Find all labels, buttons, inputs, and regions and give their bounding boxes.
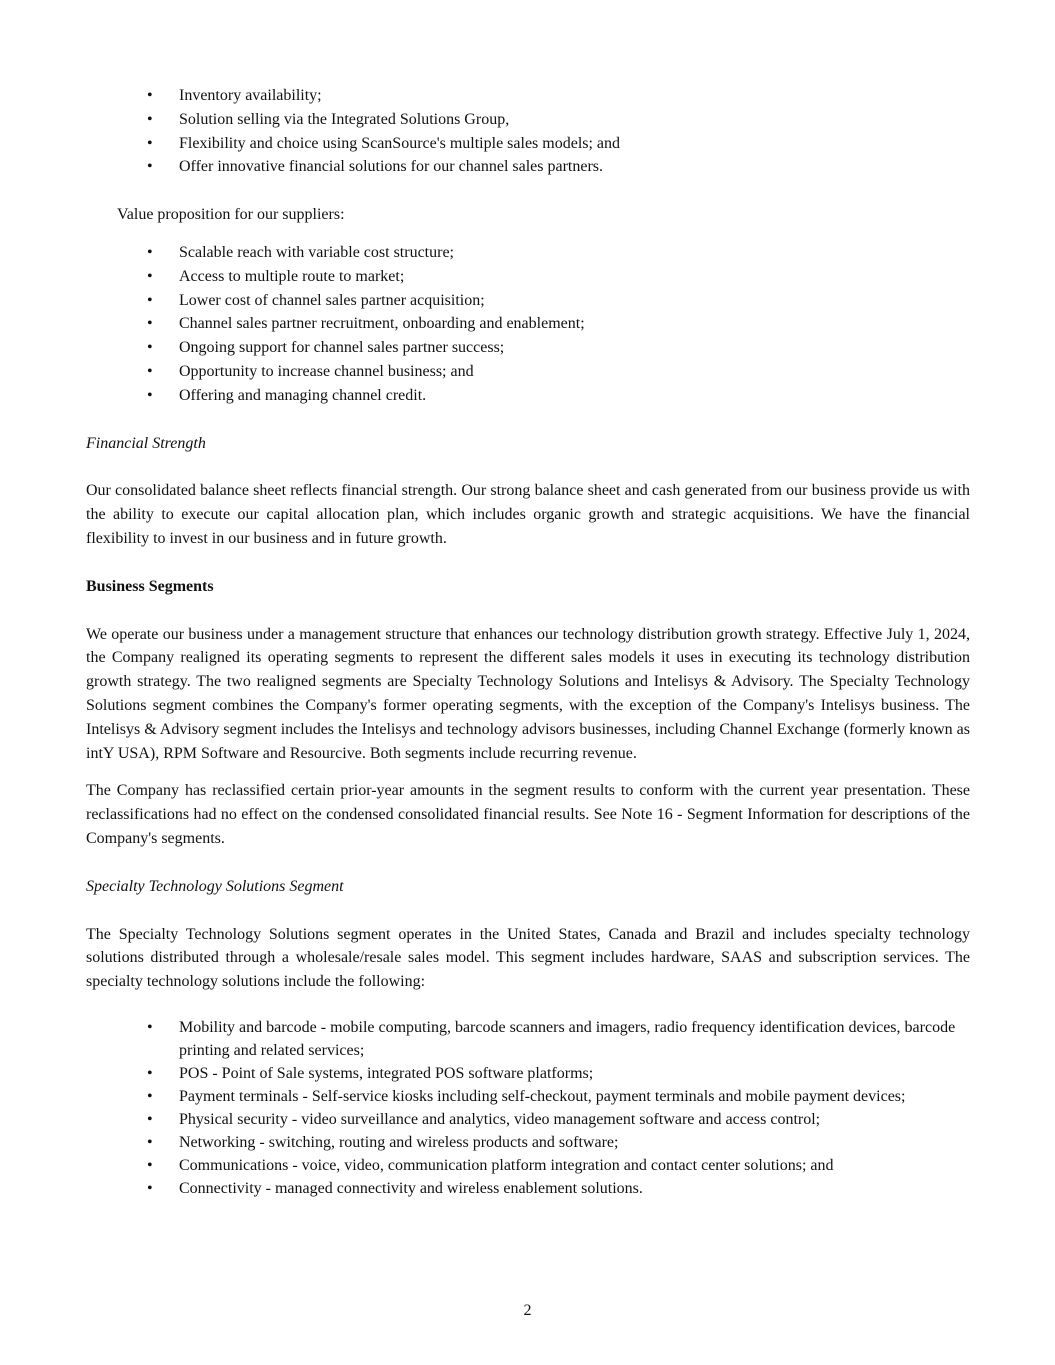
specialty-solutions-list <box>86 1016 970 1200</box>
list-item <box>86 1108 970 1131</box>
list-item <box>86 108 970 132</box>
list-item-text: Inventory availability; <box>179 87 322 104</box>
bullet-icon: • <box>147 291 153 309</box>
bullet-icon: • <box>147 362 153 380</box>
bullet-icon: • <box>147 243 153 261</box>
list-item-text: Flexibility and choice using ScanSource's multiple sales models; and <box>179 134 621 152</box>
bullet-icon: • <box>147 1133 153 1151</box>
business-segments-paragraph-1: We operate our business under a management structure that enhances our technology distribution growth strategy. Effective July 1, 2024, the Company realigned its operating segments to represent the different sales models it uses in executing its technology distribution growth strategy. The two realigned segments are Specialty Technology Solutions and Intelisys & Advisory. The Specialty Technology Solutions segment combines the Company's former operating segments, with the exception of the Company's Intelisys business. The Intelisys & Advisory segment includes the Intelisys and technology advisors businesses, including Channel Exchange (formerly known as intY USA), RPM Software and Resourcive. Both segments include recurring revenue. <box>86 625 970 762</box>
customer-value-list <box>86 84 970 179</box>
bullet-icon: • <box>147 1087 153 1105</box>
supplier-value-list <box>86 241 970 408</box>
business-segments-heading: Business Segments <box>86 577 214 595</box>
list-item <box>86 132 970 156</box>
list-item <box>86 1016 970 1062</box>
list-item <box>86 265 970 289</box>
business-segments-paragraph-2: The Company has reclassified certain prior-year amounts in the segment results to conform with the current year presentation. These reclassifications had no effect on the condensed consolidated financial results. See Note 16 - Segment Information for descriptions of the Company's segments. <box>86 782 970 847</box>
list-item-text: Scalable reach with variable cost structure; <box>179 243 454 261</box>
specialty-segment-heading: Specialty Technology Solutions Segment <box>86 877 344 895</box>
list-item-text: POS - Point of Sale systems, integrated POS software platforms; <box>179 1064 594 1082</box>
list-item <box>86 312 970 336</box>
list-item <box>86 155 970 179</box>
list-item <box>86 336 970 360</box>
bullet-icon: • <box>147 267 153 285</box>
bullet-icon: • <box>147 110 153 128</box>
list-item-text: Opportunity to increase channel business; and <box>179 362 474 380</box>
list-item <box>86 1131 970 1154</box>
bullet-icon: • <box>147 1064 153 1082</box>
financial-strength-paragraph: Our consolidated balance sheet reflects financial strength. Our strong balance sheet and cash generated from our business provide us with the ability to execute our capital allocation plan, which includes organic growth and strategic acquisitions. We have the financial flexibility to invest in our business and in future growth. <box>86 482 970 547</box>
list-item <box>86 289 970 313</box>
bullet-icon: • <box>147 158 153 176</box>
list-item-text: Payment terminals - Self-service kiosks including self-checkout, payment terminals and mobile payment devices; <box>179 1087 906 1105</box>
document-page <box>86 84 970 1200</box>
bullet-icon: • <box>147 339 153 357</box>
list-item <box>86 84 970 108</box>
list-item <box>86 1177 970 1200</box>
list-item <box>86 384 970 408</box>
list-item-text: Offering and managing channel credit. <box>179 386 427 404</box>
bullet-icon: • <box>147 87 153 104</box>
list-item-text: Lower cost of channel sales partner acquisition; <box>179 291 485 309</box>
list-item-text: Connectivity - managed connectivity and wireless enablement solutions. <box>179 1179 643 1197</box>
list-item-text: Networking - switching, routing and wireless products and software; <box>179 1133 619 1151</box>
bullet-icon: • <box>147 315 153 333</box>
list-item <box>86 241 970 265</box>
list-item-text: Physical security - video surveillance and analytics, video management software and access control; <box>179 1110 821 1128</box>
list-item <box>86 1062 970 1085</box>
bullet-icon: • <box>147 1156 153 1174</box>
list-item-text: Solution selling via the Integrated Solutions Group, <box>179 110 510 128</box>
bullet-icon: • <box>147 1179 153 1197</box>
specialty-segment-paragraph: The Specialty Technology Solutions segment operates in the United States, Canada and Brazil and includes specialty technology solutions distributed through a wholesale/resale sales model. This segment includes hardware, SAAS and subscription services. The specialty technology solutions include the following: <box>86 925 970 991</box>
bullet-icon: • <box>147 386 153 404</box>
list-item-text: Ongoing support for channel sales partner success; <box>179 339 505 357</box>
bullet-icon: • <box>147 134 153 152</box>
list-item <box>86 1085 970 1108</box>
list-item-text: Mobility and barcode - mobile computing, barcode scanners and imagers, radio frequency identification devices, barcode printing and related services; <box>179 1018 956 1059</box>
list-item-text: Offer innovative financial solutions for our channel sales partners. <box>179 158 604 176</box>
list-item-text: Access to multiple route to market; <box>179 267 405 285</box>
list-item <box>86 360 970 384</box>
financial-strength-heading: Financial Strength <box>86 434 206 452</box>
list-item-text: Communications - voice, video, communication platform integration and contact center solutions; and <box>179 1156 834 1174</box>
list-item-text: Channel sales partner recruitment, onboarding and enablement; <box>179 315 585 333</box>
list-item <box>86 1154 970 1177</box>
bullet-icon: • <box>147 1018 153 1036</box>
page-number: 2 <box>523 1302 532 1319</box>
bullet-icon: • <box>147 1110 153 1128</box>
supplier-value-label: Value proposition for our suppliers: <box>117 206 345 224</box>
